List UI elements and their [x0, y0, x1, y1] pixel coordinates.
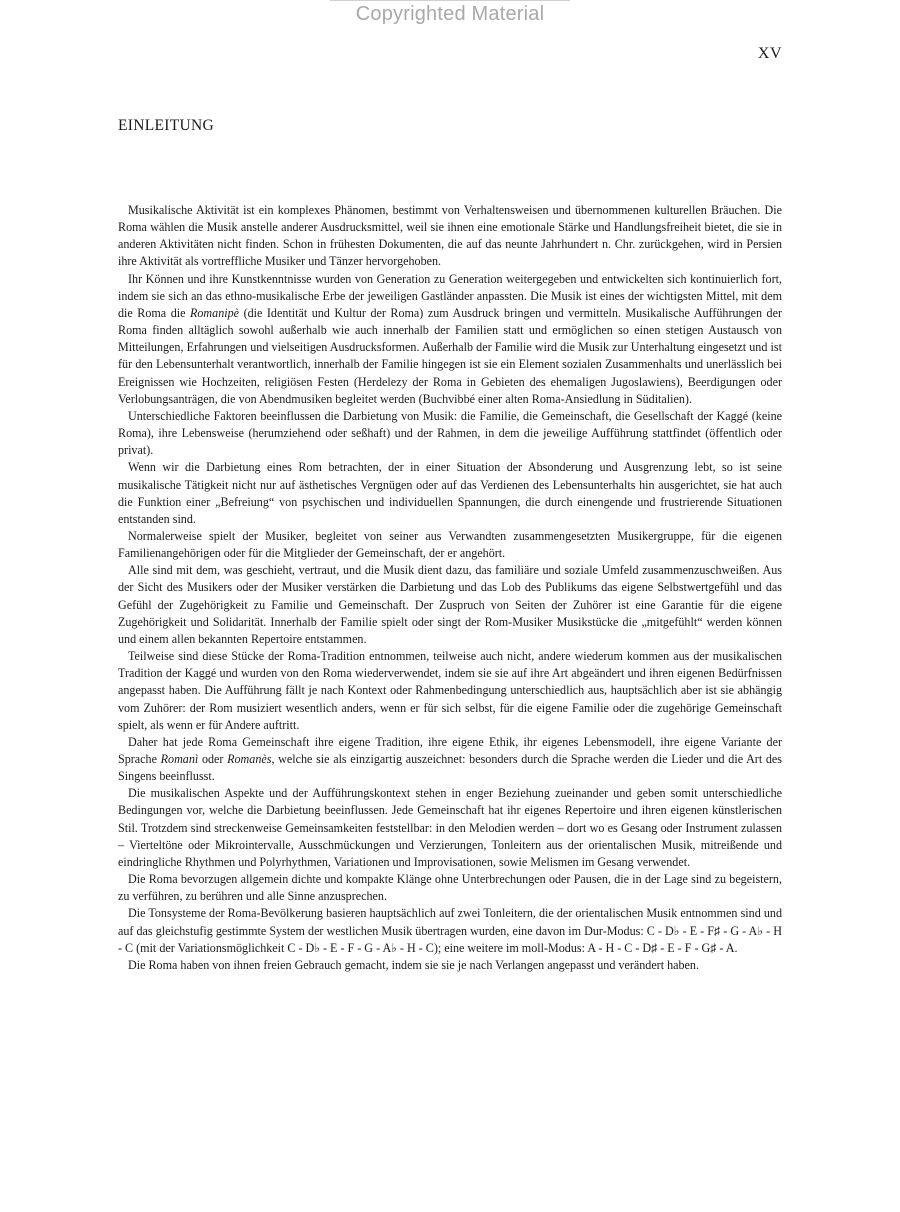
text-run: , welche sie als einzigartig auszeichnet: besonders durch die Sprache werden die Lieder und die Art des Singens beeinflusst.	[118, 752, 782, 784]
copyright-watermark: Copyrighted Material	[355, 3, 545, 25]
text-run: Musikalische Aktivität ist ein komplexes Phänomen, bestimmt von Verhaltensweisen und übernommenen kulturellen Bräuchen. Die Roma wählen die Musik anstelle anderer Ausdrucksmittel, weil sie ihnen eine emotionale Stärke und Handlungsfreiheit bietet, die sie in anderen Aktivitäten nicht finden. Schon in frühesten Dokumenten, die auf das neunte Jahrhundert n. Chr. zurückgehen, wird in Persien ihre Aktivität als vortreffliche Musiker und Tänzer hervorgehoben.	[118, 203, 782, 269]
paragraph	[118, 271, 782, 408]
chapter-title: EINLEITUNG	[118, 117, 214, 134]
paragraph	[118, 957, 782, 974]
paragraph	[118, 785, 782, 871]
paragraph	[118, 202, 782, 271]
paragraph	[118, 528, 782, 562]
text-run: Wenn wir die Darbietung eines Rom betrachten, der in einer Situation der Absonderung und Ausgrenzung lebt, so ist seine musikalische Tätigkeit nicht nur auf ästhetisches Vergnügen oder auf das Verdienen des Lebensunterhalts hin ausgerichtet, sie hat auch die Funktion einer „Befreiung“ von psychischen und individuellen Spannungen, die durch einengende und frustrierende Situationen entstanden sind.	[118, 460, 782, 526]
text-run: Alle sind mit dem, was geschieht, vertraut, und die Musik dient dazu, das familiäre und soziale Umfeld zusammenzuschweißen. Aus der Sicht des Musikers oder der Musiker verstärken die Darbietung und das Lob des Publikums das eigene Selbstwertgefühl und das Gefühl der Zugehörigkeit zu Familie und Gemeinschaft. Der Zuspruch von Seiten der Zuhörer ist eine Garantie für die eigene Zugehörigkeit und Solidarität. Innerhalb der Familie spielt oder singt der Rom-Musiker Musikstücke die „mitgefühlt“ werden können und einem allen bekannten Repertoire entstammen.	[118, 563, 782, 646]
top-divider	[330, 0, 570, 1]
body-text	[118, 202, 782, 974]
paragraph	[118, 408, 782, 459]
text-run: oder	[198, 752, 228, 766]
text-run: Ihr Können und ihre Kunstkenntnisse wurden von Generation zu Generation weitergegeben und entwickelten sich kontinuierlich fort, indem sie sich an das ethno-musikalische Erbe der jeweiligen Gastländer anpassten. Die Musik ist eines der wichtigsten Mittel, mit dem die Roma die	[118, 271, 782, 320]
text-run: Die musikalischen Aspekte und der Aufführungskontext stehen in enger Beziehung zueinander und geben somit unterschiedliche Bedingungen vor, welche die Darbietung beeinflussen. Jede Gemeinschaft hat ihr eigenes Repertoire und ihren eigenen künstlerischen Stil. Trotzdem sind streckenweise Gemeinsamkeiten feststellbar: in den Melodien werden – dort wo es Gesang oder Instrument zulassen – Vierteltöne oder Mikrointervalle, Ausschmückungen und Verzierungen, Tonleitern aus der orientalischen Musik, mitreißende und eindringliche Rhythmen und Polyrhythmen, Variationen und Improvisationen, sowie Melismen im Gesang verwendet.	[118, 786, 782, 869]
paragraph	[118, 871, 782, 905]
text-run: Die Roma haben von ihnen freien Gebrauch gemacht, indem sie sie je nach Verlangen angepasst und verändert haben.	[128, 957, 699, 972]
paragraph	[118, 562, 782, 648]
paragraph	[118, 648, 782, 734]
text-run: Die Roma bevorzugen allgemein dichte und kompakte Klänge ohne Unterbrechungen oder Pausen, die in der Lage sind zu begeistern, zu verführen, zu berühren und alle Sinne anzusprechen.	[118, 872, 782, 904]
italic-term: Romanès	[227, 752, 272, 766]
italic-term: Romanì	[160, 752, 199, 766]
paragraph	[118, 459, 782, 528]
text-run: Daher hat jede Roma Gemeinschaft ihre eigene Tradition, ihre eigene Ethik, ihr eigenes Lebensmodell, ihre eigene Variante der Sprache	[118, 734, 782, 766]
text-run: Die Tonsysteme der Roma-Bevölkerung basieren hauptsächlich auf zwei Tonleitern, die der orientalischen Musik entnommen sind und auf das gleichstufig gestimmte System der westlichen Musik übertragen wurden, eine davon im Dur-Modus: C - D♭ - E - F♯ - G - A♭ - H - C (mit der Variationsmöglichkeit C - D♭ - E - F - G - A♭ - H - C); eine weitere im moll-Modus: A - H - C - D♯ - E - F - G♯ - A.	[118, 906, 782, 955]
text-run: Unterschiedliche Faktoren beeinflussen die Darbietung von Musik: die Familie, die Gemeinschaft, die Gesellschaft der Kaggé (keine Roma), ihre Lebensweise (herumziehend oder seßhaft) und der Rahmen, in dem die jeweilige Aufführung stattfindet (öffentlich oder privat).	[118, 408, 782, 458]
paragraph	[118, 734, 782, 785]
italic-term: Romanipè	[190, 305, 240, 320]
text-run: (die Identität und Kultur der Roma) zum Ausdruck bringen und vermitteln. Musikalische Aufführungen der Roma finden alltäglich sowohl außerhalb wie auch innerhalb der Familien statt und ermöglichen so einen stetigen Austausch von Mitteilungen, Erfahrungen und vielseitigen Ausdrucksformen. Außerhalb der Familie wird die Musik zur Unterhaltung eingesetzt und ist für den Lebensunterhalt verantwortlich, innerhalb der Familie hingegen ist sie ein Element sozialen Zusammenhalts und unerlässlich bei Ereignissen wie Hochzeiten, religiösen Festen (Herdelezy der Roma in Gebieten des ehemaligen Jugoslawiens), Beerdigungen oder Verlobungsanträgen, die von Abendmusiken begleitet werden (Buchvibbé einer alten Roma-Ansiedlung in Süditalien).	[118, 305, 783, 406]
text-run: Normalerweise spielt der Musiker, begleitet von seiner aus Verwandten zusammengesetzten Musikergruppe, für die eigenen Familienangehörigen oder für die Mitglieder der Gemeinschaft, der er angehört.	[118, 528, 782, 561]
text-run: Teilweise sind diese Stücke der Roma-Tradition entnommen, teilweise auch nicht, andere wiederum kommen aus der musikalischen Tradition der Kaggé und wurden von den Roma wiederverwendet, indem sie sie auf ihre Art abgeändert und ihren eigenen Bedürfnissen angepasst haben. Die Aufführung fällt je nach Kontext oder Rahmenbedingung unterschiedlich aus, hauptsächlich aber ist sie abhängig vom Zuhörer: der Rom musiziert wesentlich anders, wenn er für sich selbst, für die eigene Familie oder die zugehörige Gemeinschaft spielt, als wenn er für Andere auftritt.	[118, 649, 782, 732]
paragraph	[118, 905, 782, 956]
page-number: XV	[757, 45, 782, 62]
